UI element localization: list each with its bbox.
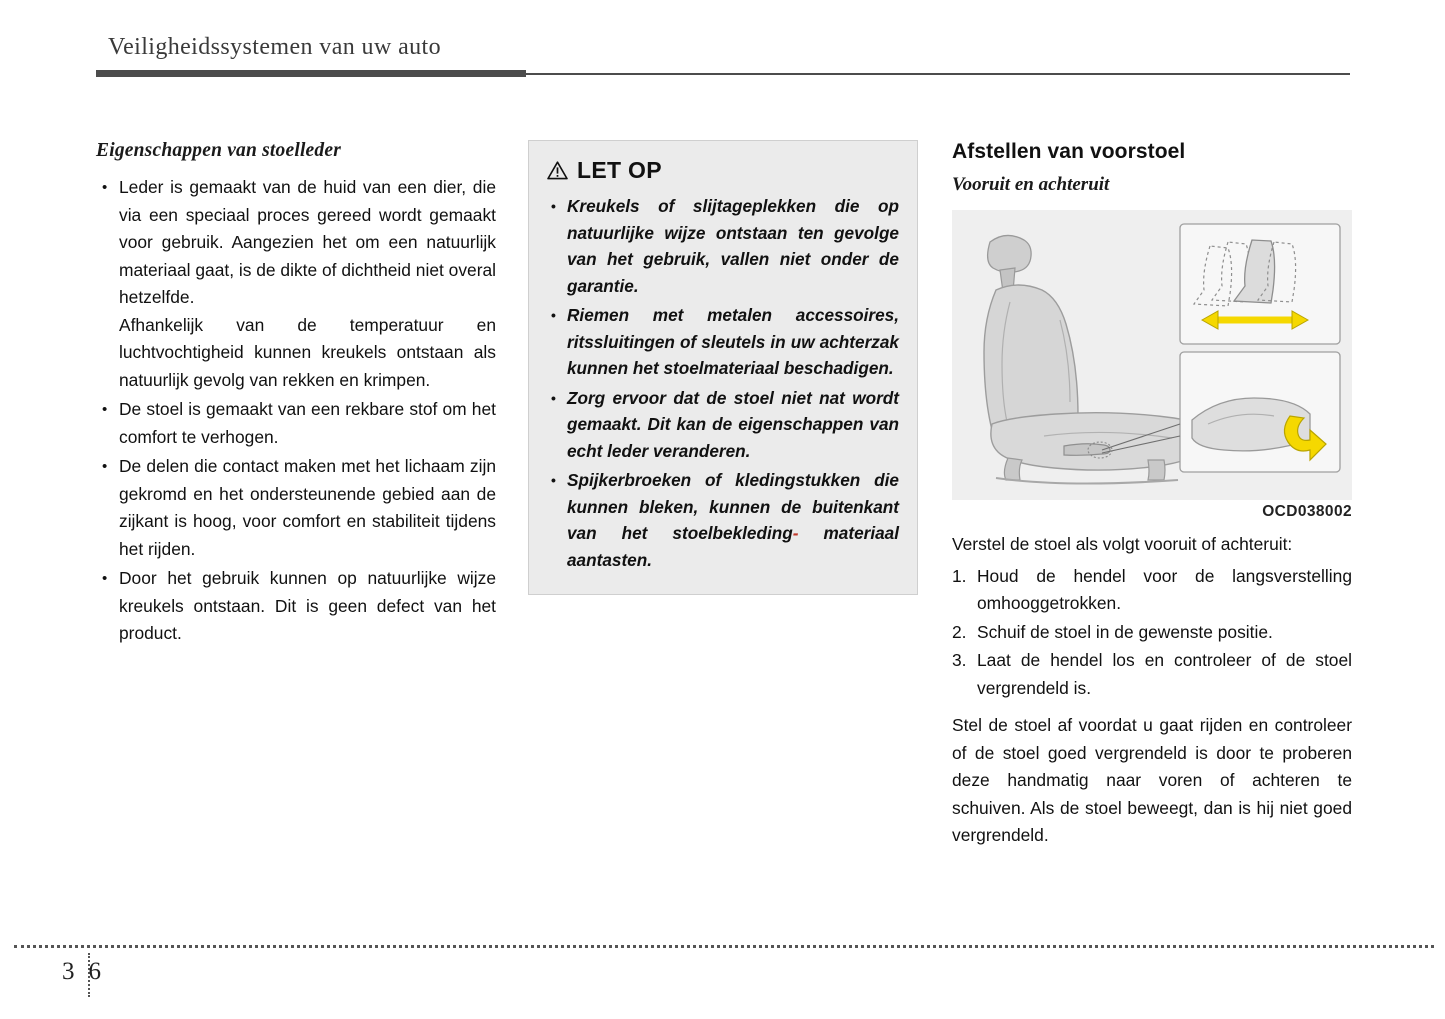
middle-column xyxy=(528,140,918,595)
right-column xyxy=(952,140,1352,850)
list-item xyxy=(96,453,496,563)
list-item-paragraph: • De delen die contact maken met het lichaam zijn gekromd en het ondersteunende gebied aan de zijkant is hoog, voor comfort en stabiliteit tijdens het rijden. xyxy=(119,456,496,559)
page-title: Veiligheidssystemen van uw auto xyxy=(108,34,442,60)
list-item: • Riemen met metalen accessoires, ritssluitingen of sleutels in uw achterzak kunnen het stoelmateriaal beschadigen. xyxy=(547,302,899,382)
seat-adjustment-figure xyxy=(952,210,1352,500)
list-item: Houd de hendel voor de langsverstelling omhooggetrokken. xyxy=(977,565,1352,613)
closing-paragraph: Stel de stoel af voordat u gaat rijden en controleer of de stoel goed vergrendeld is door te proberen deze handmatig naar voren of achteren te schuiven. Als de stoel beweegt, dan is hij niet goed vergrendeld. xyxy=(952,715,1352,845)
page-number: 6 xyxy=(88,958,101,985)
page-header xyxy=(96,34,1350,80)
warning-triangle-icon xyxy=(547,161,568,180)
caution-item-text-part1: Spijkerbroeken of kledingstukken die kunnen bleken, kunnen de buitenkant van het stoelbekleding xyxy=(567,470,899,543)
caution-item-hyphen: - xyxy=(792,523,799,543)
leather-properties-list xyxy=(96,174,496,648)
header-rule-thick xyxy=(96,70,526,77)
caution-box xyxy=(528,140,918,595)
footer-rule xyxy=(14,945,1434,948)
intro-paragraph: Verstel de stoel als volgt vooruit of achteruit: xyxy=(952,534,1293,554)
header-rule-thin xyxy=(526,73,1350,75)
caution-list xyxy=(547,193,899,573)
list-item: • Zorg ervoor dat de stoel niet nat wordt gemaakt. Dit kan de eigenschappen van echt leder veranderen. xyxy=(547,385,899,465)
page-footer xyxy=(0,931,1445,1019)
folio xyxy=(62,958,101,986)
right-heading: Afstellen van voorstoel xyxy=(952,140,1186,163)
list-item xyxy=(96,396,496,451)
list-item: Schuif de stoel in de gewenste positie. xyxy=(977,621,1273,642)
figure-caption: OCD038002 xyxy=(1262,503,1352,520)
front-seat-forward-backward-adjustment-illustration xyxy=(952,210,1352,500)
left-subheading: Eigenschappen van stoelleder xyxy=(96,140,342,161)
right-subheading: Vooruit en achteruit xyxy=(952,174,1110,195)
caution-item-text-part2: materiaal aantasten. xyxy=(567,523,899,570)
adjustment-steps-list xyxy=(952,563,1352,703)
list-item-paragraph: • Door het gebruik kunnen op natuurlijke wijze kreukels ontstaan. Dit is geen defect van het product. xyxy=(119,568,496,643)
list-item: Laat de hendel los en controleer of de stoel vergrendeld is. xyxy=(977,650,1352,698)
list-item xyxy=(547,467,899,573)
list-item: • Kreukels of slijtageplekken die op natuurlijke wijze ontstaan ten gevolge van het gebruik, vallen niet onder de garantie. xyxy=(547,193,899,299)
list-item xyxy=(96,565,496,648)
caution-title: LET OP xyxy=(577,157,662,183)
left-column xyxy=(96,140,496,650)
list-item-paragraph: Afhankelijk van de temperatuur en luchtvochtigheid kunnen kreukels ontstaan als natuurlijk gevolg van rekken en krimpen. xyxy=(119,314,496,390)
list-item xyxy=(96,174,496,394)
list-item-paragraph: • Leder is gemaakt van de huid van een dier, die via een speciaal proces gereed wordt gemaakt voor gebruik. Aangezien het om een natuurlijk materiaal gaat, is de dikte of dichtheid niet overal hetzelfde. xyxy=(119,177,497,307)
chapter-number: 3 xyxy=(62,958,75,985)
caution-header xyxy=(547,157,899,184)
list-item-paragraph: • De stoel is gemaakt van een rekbare stof om het comfort te verhogen. xyxy=(119,399,496,447)
